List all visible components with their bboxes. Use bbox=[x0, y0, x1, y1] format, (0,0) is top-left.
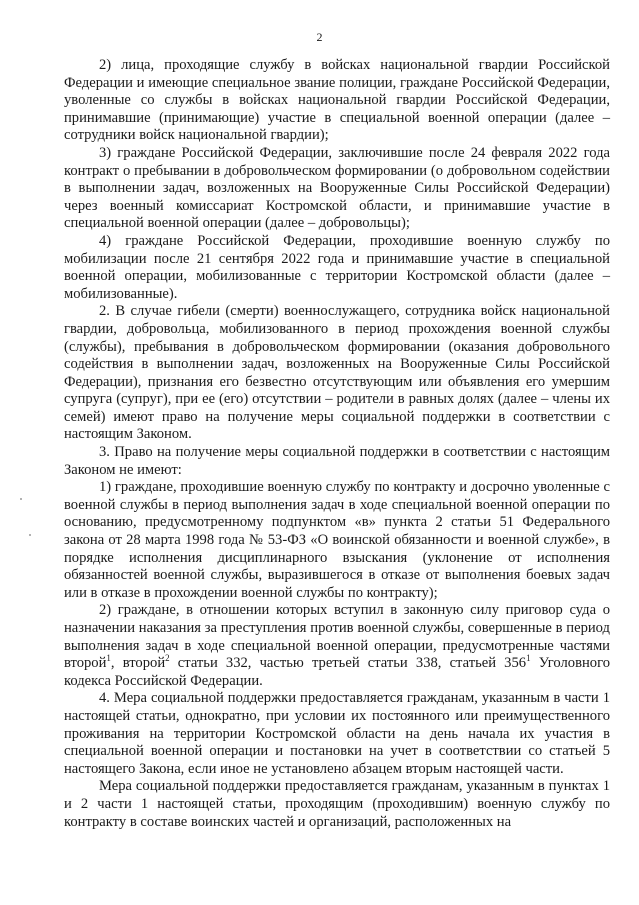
paragraph-one-time-support: 4. Мера социальной поддержки предоставляется гражданам, указанным в части 1 настоящей статьи, однократно, при условии их постоянного или преимущественного проживания на территории Костромской области на день начала их участия в специальной военной операции и постановки на учет в соответствии со статьей 5 настоящего Закона, если иное не установлено абзацем вторым настоящей части. bbox=[64, 690, 610, 777]
paragraph-family-members: 2. В случае гибели (смерти) военнослужащего, сотрудника войск национальной гвардии, добровольца, мобилизованного в период прохождения военной службы (службы), пребывания в добровольческом формировании (оказания добровольного содействия в выполнении задач, возложенных на Вооруженные Силы Российской Федерации), признания его безвестно отсутствующим или объявления его умершим супруга (супруг), при ее (его) отсутствии – родители в равных долях (далее – члены их семей) имеют право на получение меры социальной поддержки в соответствии с настоящим Законом. bbox=[64, 303, 610, 443]
paragraph-mobilized: 4) граждане Российской Федерации, проходившие военную службу по мобилизации после 21 сентября 2022 года и принимавшие участие в специальной военной операции, мобилизованные с территории Костромской области (далее – мобилизованные). bbox=[64, 232, 610, 302]
scan-speck bbox=[20, 498, 22, 500]
document-body bbox=[64, 57, 610, 831]
superscript: 2 bbox=[165, 653, 170, 664]
text-run: Уголовного кодекса Российской Федерации. bbox=[64, 655, 610, 689]
paragraph-volunteers: 3) граждане Российской Федерации, заключившие после 24 февраля 2022 года контракт о пребывании в добровольческом формировании (о добровольном содействии в выполнении задач, возложенных на Вооруженные Силы Российской Федерации) через военный комиссариат Костромской области, и принимавшие участие в специальной военной операции (далее – добровольцы); bbox=[64, 144, 610, 232]
page-number: 2 bbox=[316, 30, 323, 44]
scan-speck bbox=[29, 534, 31, 536]
paragraph-contract-units: Мера социальной поддержки предоставляется гражданам, указанным в пунктах 1 и 2 части 1 настоящей статьи, проходящим (проходившим) военную службу по контракту в составе воинских частей и организаций, расположенных на bbox=[64, 778, 610, 830]
paragraph-court-sentence bbox=[64, 602, 610, 690]
text-run: , второй bbox=[110, 655, 166, 672]
text-run: 2) граждане, в отношении которых вступил в законную силу приговор суда о назначении наказания за преступления против военной службы, совершенные в период выполнения задач в ходе специальной военной операции, предусмотренные частями второй bbox=[64, 602, 610, 672]
superscript: 1 bbox=[526, 653, 531, 664]
paragraph-early-dismissal: 1) граждане, проходившие военную службу по контракту и досрочно уволенные с военной службы в период выполнения задач в ходе специальной военной операции по основанию, предусмотренному подпунктом «в» пункта 2 статьи 51 Федерального закона от 28 марта 1998 года № 53-ФЗ «О воинской обязанности и военной службе», в порядке исполнения дисциплинарного взыскания (уклонение от исполнения обязанностей военной службы, выразившегося в отказе от выполнения боевых задач или в отказе в прохождении военной службы по контракту); bbox=[64, 479, 610, 601]
superscript: 1 bbox=[106, 653, 111, 664]
text-run: статьи 332, частью третьей статьи 338, статьей 356 bbox=[169, 655, 527, 672]
paragraph-national-guard: 2) лица, проходящие службу в войсках национальной гвардии Российской Федерации и имеющие специальное звание полиции, граждане Российской Федерации, уволенные со службы в войсках национальной гвардии Российской Федерации, принимавшие (принимающие) участие в специальной военной операции (далее – сотрудники войск национальной гвардии); bbox=[64, 57, 610, 144]
paragraph-no-right-intro: 3. Право на получение меры социальной поддержки в соответствии с настоящим Законом не имеют: bbox=[64, 444, 610, 478]
